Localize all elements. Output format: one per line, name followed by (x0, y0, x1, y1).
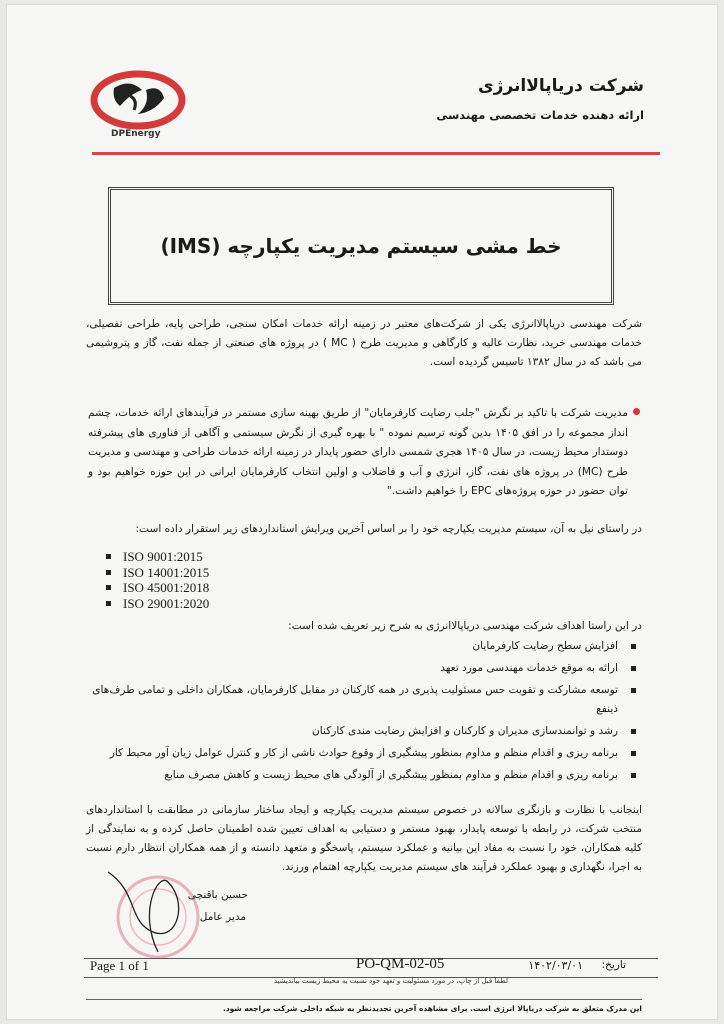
list-item: رشد و توانمندسازی مدیران و کارکنان و افزایش رضایت مندی کارکنان (86, 722, 640, 741)
list-item: توسعه مشارکت و تقویت حس مسئولیت پذیری در همه کارکنان در مقابل کارفرمایان، همکاران داخلی و تمامی طرف‌های ذینفع (86, 681, 640, 719)
vision-paragraph: مدیریت شرکت با تاکید بر نگرش "جلب رضایت کارفرمایان" از طریق بهینه سازی مستمر در فرآیندهای ارائه خدمات، چشم انداز مجموعه را در افق ۱۴۰۵ بدین گونه ترسیم نموده " با بهره گیری از نگرش سیستمی و آگاهی از فناوری های پیشرفته دوستدار محیط زیست، در سال ۱۴۰۵ هجری شمسی دارای حضور پایدار در زمینه ارائه خدمات طراحی و مهندسی و مدیریت طرح (MC) در پروژه های نفت، گاز، انرژی و آب و فاضلاب و اولین انتخاب کارفرمایان ایرانی در این حوزه خواهیم بود و توان حضور در حوزه پروژه‌های EPC را خواهیم داشت." (88, 407, 628, 497)
standards-list (106, 549, 209, 611)
document-page (6, 4, 718, 1020)
list-item: ISO 9001:2015 (106, 549, 209, 565)
square-bullet-icon (631, 751, 636, 756)
list-item: افزایش سطح رضایت کارفرمایان (86, 637, 640, 656)
document-title: خط مشی سیستم مدیریت یکپارچه (IMS) (160, 234, 562, 258)
company-name: شرکت دریاپالاانرژی (478, 76, 644, 96)
logo-caption: DPEnergy (111, 129, 161, 139)
square-bullet-icon (631, 773, 636, 778)
environment-note: لطفا قبل از چاپ، در مورد مسئولیت و تعهد خود نسبت به محیط زیست بیاندیشید (273, 977, 508, 985)
signatory-name: حسین باقنچی (187, 889, 248, 901)
list-item: ارائه به موقع خدمات مهندسی مورد تعهد (86, 659, 640, 678)
square-bullet-icon (106, 554, 111, 559)
square-bullet-icon (106, 585, 111, 590)
title-box (108, 187, 614, 305)
list-item: برنامه ریزی و اقدام منظم و مداوم بمنظور پیشگیری از آلودگی های محیط زیست و کاهش مصرف منابع (86, 766, 640, 785)
list-item: ISO 14001:2015 (106, 565, 209, 581)
date-label: تاریخ: (601, 959, 626, 971)
standards-intro: در راستای نیل به آن، سیستم مدیریت یکپارچه خود را بر اساس آخرین ویرایش استانداردهای زیر استقرار داده است: (135, 523, 642, 535)
commitment-paragraph: اینجانب با نظارت و بازنگری سالانه در خصوص سیستم مدیریت یکپارچه و ایجاد ساختار سازمانی در مطابقت با استانداردهای منتخب شرکت، در رابطه با توسعه پایدار، بهبود مستمر و دستیابی به اهداف تعیین شده اطمینان حاصل کرده و به نمایندگی از کلیه همکاران، خود را نسبت به مفاد این بیانیه و عملکرد سیستم، پاسخگو و متعهد دانسته و از همه همکاران انتظار دارم نسبت به اجرا، نگهداری و بهبود عملکرد فرآیند های سیستم مدیریت یکپارچه اهتمام ورزند. (86, 804, 642, 873)
signatory-role: مدیر عامل (199, 911, 246, 923)
document-code: PO-QM-02-05 (356, 956, 445, 972)
square-bullet-icon (631, 729, 636, 734)
intro-paragraph: شرکت مهندسی دریاپالاانرژی یکی از شرکت‌های معتبر در زمینه ارائه خدمات امکان سنجی، طراحی پایه، طراحی تفصیلی، خدمات مهندسی خرید، نظارت عالیه و کارگاهی و مدیریت طرح ( MC ) در پروژه های صنعتی از جمله نفت، گاز و پتروشیمی می باشد که در سال ۱۳۸۲ تاسیس گردیده است. (86, 318, 642, 368)
list-item: برنامه ریزی و اقدام منظم و مداوم بمنظور پیشگیری از وقوع حوادث ناشی از کار و کنترل عوامل زیان آور محیط کار (86, 744, 640, 763)
date-value: ۱۴۰۲/۰۳/۰۱ (528, 959, 583, 972)
square-bullet-icon (631, 644, 636, 649)
goals-intro: در این راستا اهداف شرکت مهندسی دریاپالاانرژی به شرح زیر تعریف شده است: (288, 620, 642, 632)
company-tagline: ارائه دهنده خدمات تخصصی مهندسی (436, 108, 644, 122)
square-bullet-icon (631, 666, 636, 671)
list-item: ISO 45001:2018 (106, 580, 209, 596)
ownership-note: این مدرک متعلق به شرکت دریاپالا انرژی است. برای مشاهده آخرین تجدیدنظر به شبکه داخلی شرکت مراجعه شود. (86, 999, 642, 1013)
page-number: Page 1 of 1 (90, 958, 149, 973)
square-bullet-icon (631, 688, 636, 693)
square-bullet-icon (106, 570, 111, 575)
header-divider (92, 152, 660, 155)
goals-list (86, 637, 640, 788)
list-item: ISO 29001:2020 (106, 596, 209, 612)
square-bullet-icon (106, 601, 111, 606)
red-bullet-icon (633, 408, 640, 415)
